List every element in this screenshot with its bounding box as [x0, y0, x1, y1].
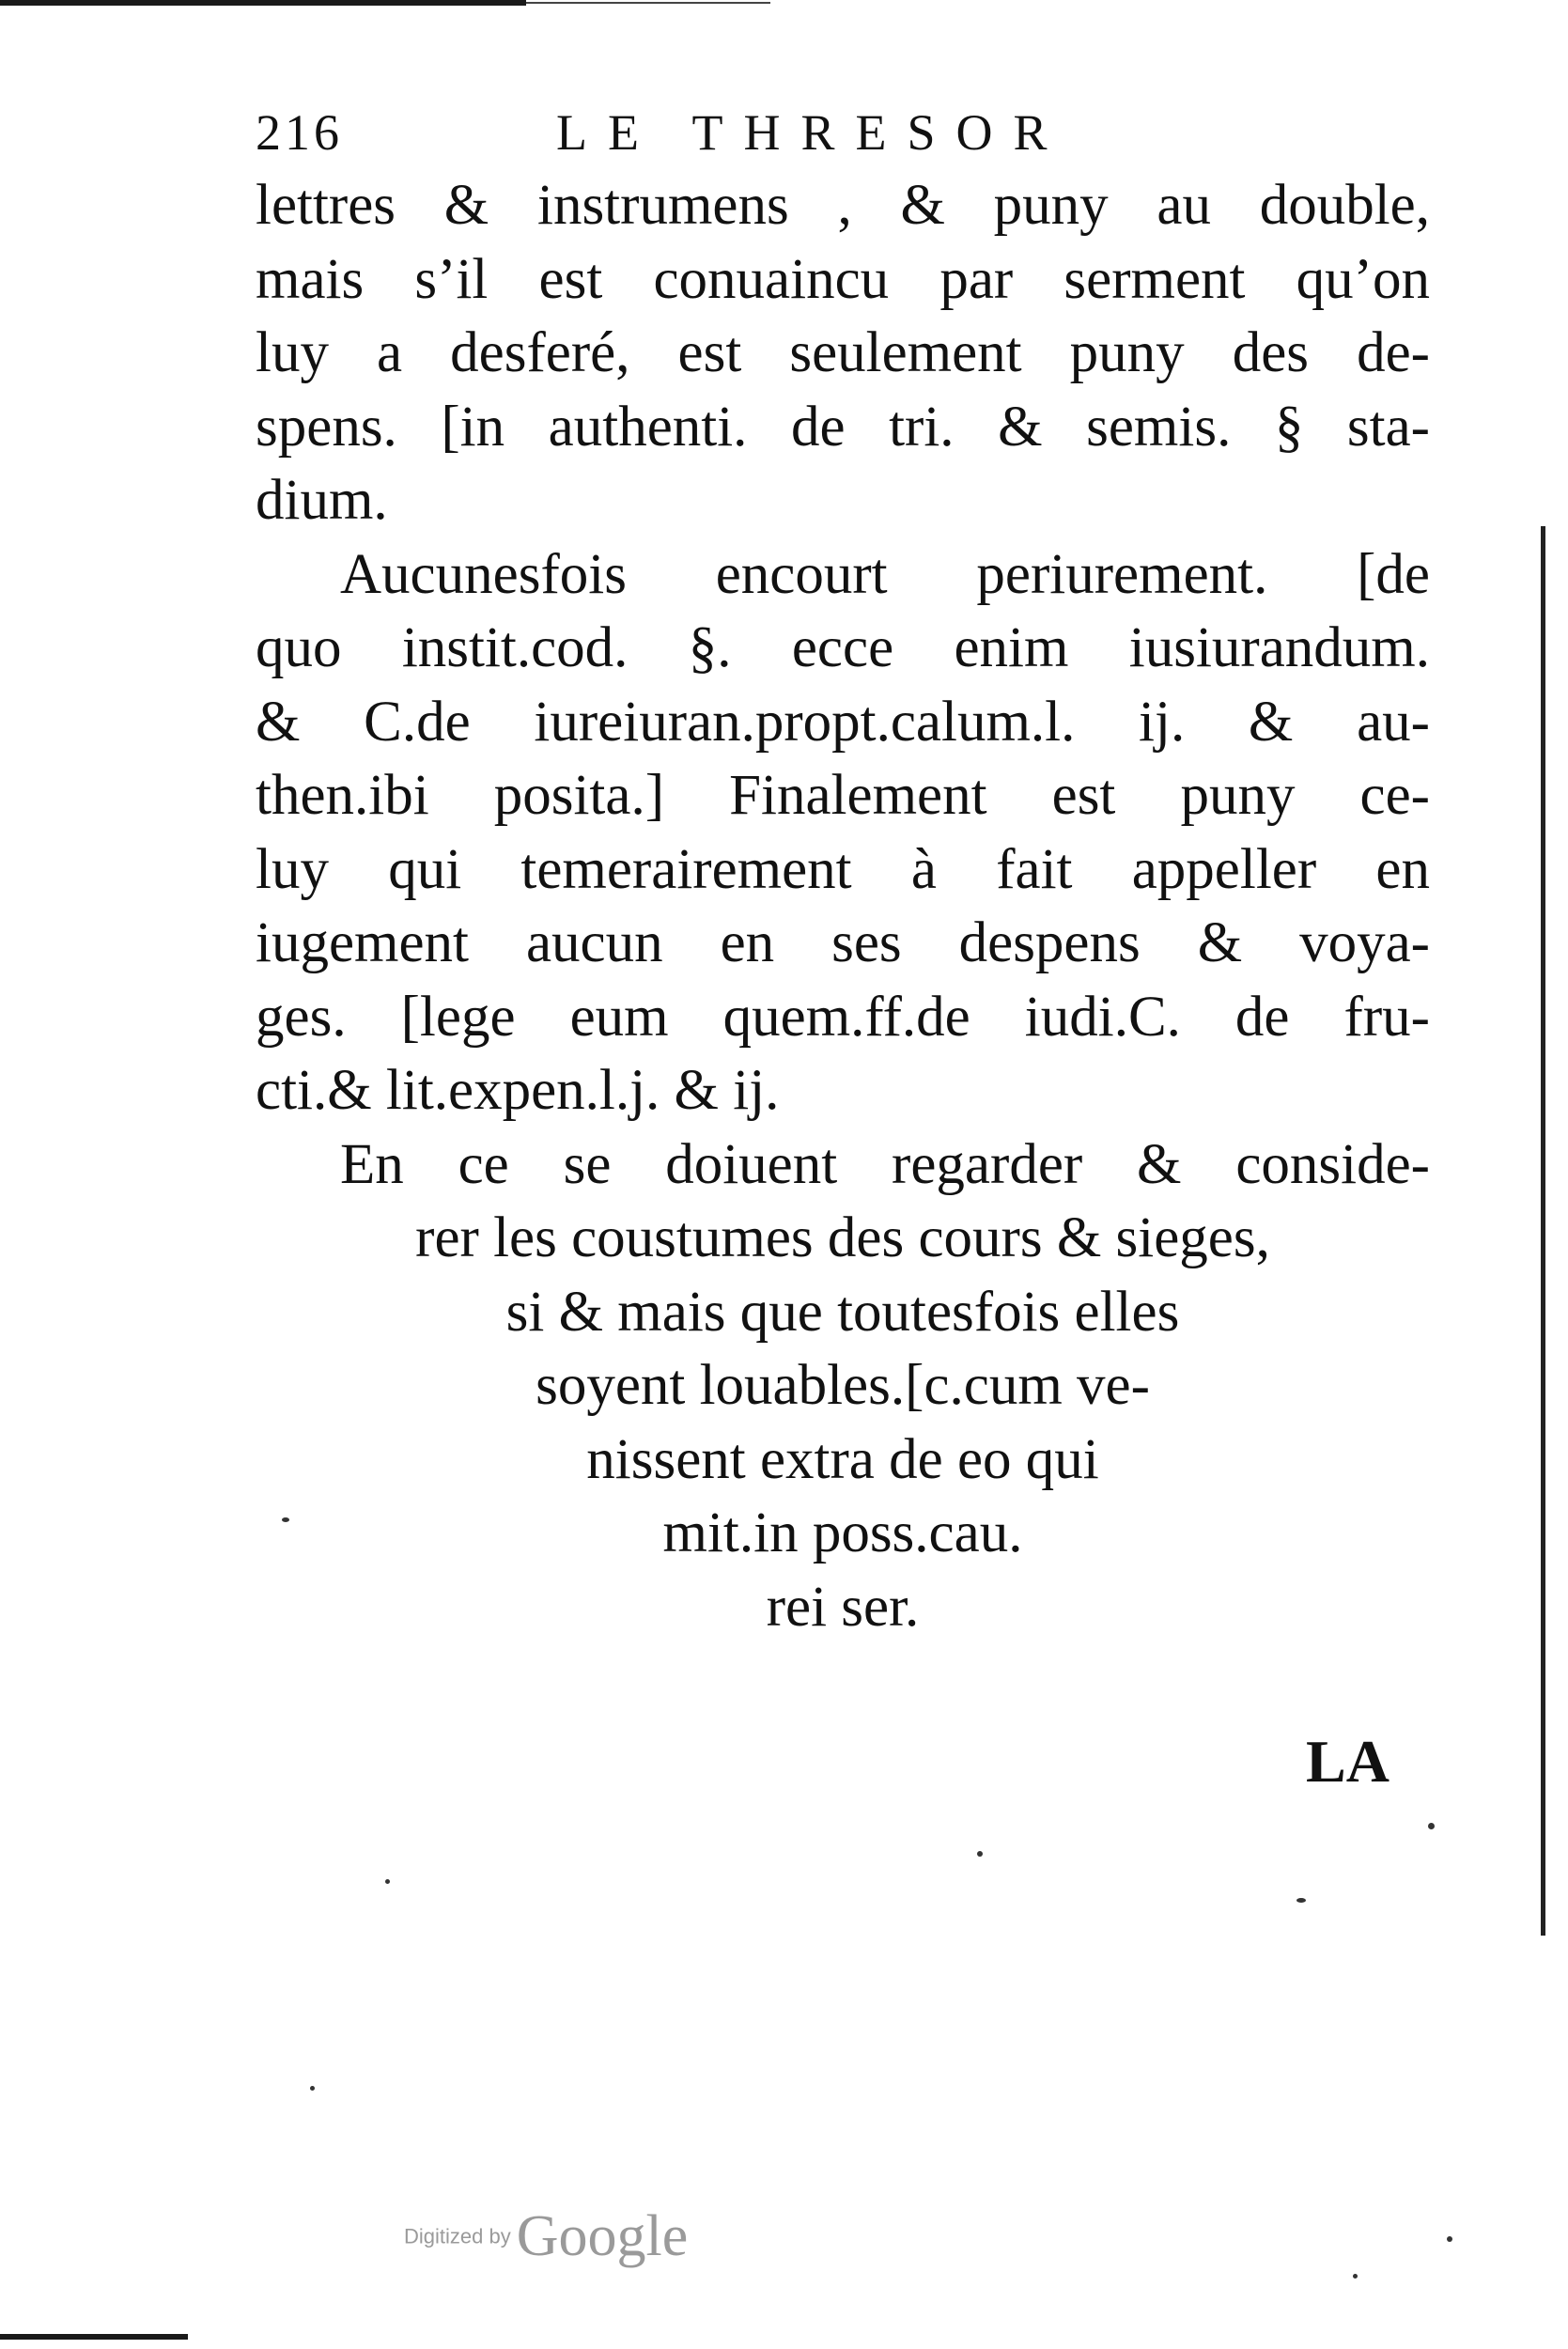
watermark-prefix: Digitized by — [404, 2224, 511, 2248]
text-line: mais s’il est conuaincu par serment qu’on — [256, 247, 1430, 311]
text-line: mit.in poss.cau. — [662, 1501, 1023, 1564]
ink-speck — [977, 1851, 983, 1857]
ink-speck — [1428, 1823, 1435, 1829]
text-line: si & mais que toutesfois elles — [505, 1280, 1180, 1344]
text-line: then.ibi posita.] Finalement est puny ce- — [256, 764, 1430, 827]
ink-speck — [1447, 2236, 1452, 2242]
text-line: dium. — [256, 469, 388, 532]
text-line: spens. [in authenti. de tri. & semis. § sta- — [256, 395, 1430, 459]
page-header — [256, 103, 1430, 169]
body-text — [256, 169, 1430, 1644]
ink-speck — [310, 2086, 315, 2091]
ink-speck — [1353, 2274, 1358, 2279]
text-line: cti.& lit.expen.l.j. & ij. — [256, 1059, 780, 1122]
text-line: luy a desferé, est seulement puny des de- — [256, 321, 1430, 384]
text-line: iugement aucun en ses despens & voya- — [256, 911, 1430, 974]
text-line: soyent louables.[c.cum ve- — [536, 1354, 1150, 1417]
top-edge-rule-thin — [526, 2, 770, 4]
page-number: 216 — [256, 104, 343, 161]
text-line: quo instit.cod. §. ecce enim iusiurandum. — [256, 616, 1430, 679]
text-line: & C.de iureiuran.propt.calum.l. ij. & au- — [256, 690, 1430, 754]
digitization-watermark — [404, 2203, 688, 2269]
text-line: rei ser. — [766, 1575, 920, 1639]
text-line: lettres & instrumens , & puny au double, — [256, 174, 1430, 237]
text-line: ges. [lege eum quem.ff.de iudi.C. de fru- — [256, 985, 1430, 1049]
top-edge-rule — [0, 0, 526, 6]
ink-speck — [282, 1517, 289, 1522]
bottom-edge-rule — [0, 2334, 188, 2340]
running-title: LE THRESOR — [556, 104, 1068, 161]
binding-edge-line — [1541, 526, 1545, 1936]
text-line: rer les coustumes des cours & sieges, — [415, 1206, 1270, 1269]
ink-speck — [1296, 1898, 1306, 1903]
text-line: nissent extra de eo qui — [586, 1427, 1099, 1491]
watermark-brand: Google — [516, 2204, 689, 2268]
paragraph-start-line: Aucunesfois encourt periurement. [de — [340, 542, 1430, 606]
paragraph-start-line: En ce se doiuent regarder & conside- — [340, 1132, 1430, 1196]
catchword: LA — [1306, 1728, 1389, 1795]
text-line: luy qui temerairement à fait appeller en — [256, 837, 1430, 901]
ink-speck — [385, 1879, 390, 1884]
